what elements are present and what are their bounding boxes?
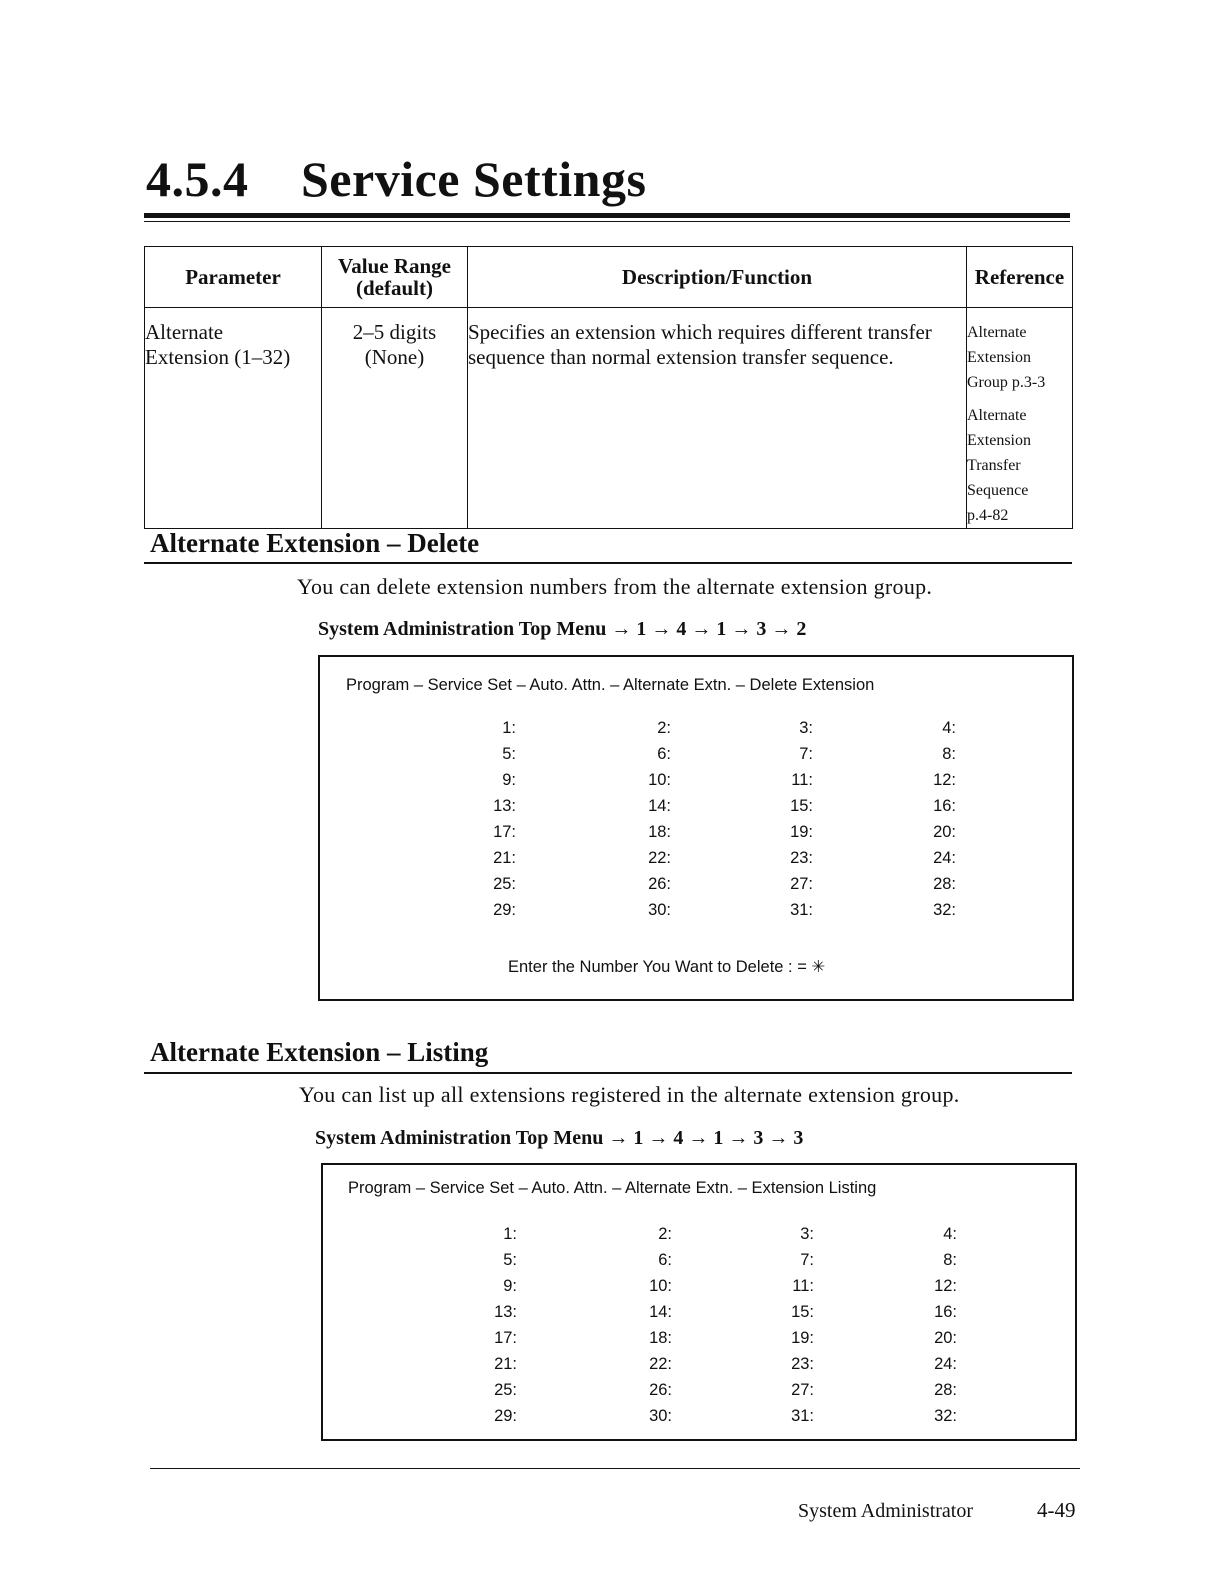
- extension-slot: 30:: [648, 901, 671, 919]
- extension-slot: 12:: [934, 1277, 957, 1295]
- extension-slot: 5:: [503, 1251, 517, 1269]
- title-rule-thin: [144, 221, 1070, 222]
- extension-slot: 10:: [649, 1277, 672, 1295]
- value-range-default: (None): [364, 345, 425, 369]
- extension-slot: 27:: [790, 875, 813, 893]
- grid-row: [480, 849, 956, 875]
- header-value-range: [322, 247, 468, 308]
- extension-slot: 6:: [658, 1251, 672, 1269]
- extension-slot: 32:: [934, 1407, 957, 1425]
- parameter-name-line2: Extension (1–32): [145, 345, 291, 369]
- table-row: [145, 308, 1073, 529]
- extension-slot: 19:: [790, 823, 813, 841]
- delete-prompt: Enter the Number You Want to Delete : = ✳: [508, 958, 826, 976]
- extension-slot: 17:: [493, 823, 516, 841]
- delete-screen-title: Program – Service Set – Auto. Attn. – Alternate Extn. – Delete Extension: [346, 676, 875, 694]
- reference-line: Sequence: [967, 482, 1029, 499]
- extension-slot: 18:: [648, 823, 671, 841]
- extension-slot: 20:: [934, 1329, 957, 1347]
- extension-slot: 7:: [800, 1251, 814, 1269]
- parameter-cell: [145, 308, 322, 529]
- parameter-name-line1: Alternate: [145, 320, 224, 344]
- footer-page-number: 4-49: [1037, 1498, 1076, 1522]
- grid-row: [481, 1407, 957, 1433]
- extension-slot: 10:: [648, 771, 671, 789]
- extension-slot: 1:: [502, 719, 516, 737]
- section-number: 4.5.4: [146, 151, 249, 207]
- listing-screen-title: Program – Service Set – Auto. Attn. – Alternate Extn. – Extension Listing: [348, 1179, 877, 1197]
- extension-slot: 6:: [657, 745, 671, 763]
- delete-section-heading: Alternate Extension – Delete: [150, 528, 480, 558]
- extension-slot: 17:: [494, 1329, 517, 1347]
- delete-section-intro: You can delete extension numbers from the alternate extension group.: [297, 574, 933, 599]
- extension-slot: 32:: [933, 901, 956, 919]
- delete-menu-path: System Administration Top Menu → 1 → 4 → 1 → 3 → 2: [318, 618, 807, 640]
- grid-row: [480, 771, 956, 797]
- delete-extension-grid: [480, 719, 956, 927]
- extension-slot: 28:: [934, 1381, 957, 1399]
- extension-slot: 25:: [494, 1381, 517, 1399]
- extension-slot: 16:: [934, 1303, 957, 1321]
- extension-slot: 30:: [649, 1407, 672, 1425]
- grid-row: [481, 1225, 957, 1251]
- grid-row: [480, 719, 956, 745]
- grid-row: [480, 901, 956, 927]
- extension-slot: 29:: [494, 1407, 517, 1425]
- extension-slot: 24:: [934, 1355, 957, 1373]
- extension-slot: 14:: [648, 797, 671, 815]
- grid-row: [480, 875, 956, 901]
- header-description: Description/Function: [468, 247, 967, 308]
- reference-line: Transfer: [967, 457, 1021, 474]
- reference-line: Alternate: [967, 324, 1027, 341]
- grid-row: [481, 1251, 957, 1277]
- grid-row: [481, 1303, 957, 1329]
- grid-row: [480, 797, 956, 823]
- extension-slot: 12:: [933, 771, 956, 789]
- extension-slot: 16:: [933, 797, 956, 815]
- grid-row: [480, 745, 956, 771]
- parameter-table: [144, 246, 1073, 529]
- extension-slot: 26:: [649, 1381, 672, 1399]
- extension-slot: 3:: [799, 719, 813, 737]
- delete-section-rule: [144, 562, 1072, 564]
- extension-slot: 23:: [790, 849, 813, 867]
- page-title: [146, 150, 646, 208]
- delete-screen: [318, 655, 1074, 1001]
- extension-slot: 18:: [649, 1329, 672, 1347]
- footer-section-name: System Administrator: [798, 1500, 973, 1522]
- extension-slot: 5:: [502, 745, 516, 763]
- reference-cell: [967, 308, 1073, 529]
- extension-slot: 28:: [933, 875, 956, 893]
- reference-line: p.4-82: [967, 507, 1009, 524]
- extension-slot: 4:: [942, 719, 956, 737]
- reference-line: Extension: [967, 432, 1031, 449]
- reference-line: Extension: [967, 349, 1031, 366]
- description-cell: Specifies an extension which requires different transfer sequence than normal extension transfer sequence.: [468, 308, 967, 529]
- listing-extension-grid: [481, 1225, 957, 1433]
- extension-slot: 7:: [799, 745, 813, 763]
- listing-screen: [321, 1163, 1077, 1441]
- extension-slot: 11:: [792, 1277, 814, 1295]
- extension-slot: 25:: [493, 875, 516, 893]
- header-value-range-default: (default): [356, 276, 433, 300]
- extension-slot: 3:: [800, 1225, 814, 1243]
- reference-group: [967, 320, 1072, 395]
- grid-row: [481, 1381, 957, 1407]
- listing-section-rule: [144, 1072, 1072, 1074]
- extension-slot: 2:: [658, 1225, 672, 1243]
- header-value-range-label: Value Range: [338, 254, 451, 278]
- table-header-row: [145, 247, 1073, 308]
- extension-slot: 9:: [502, 771, 516, 789]
- grid-row: [481, 1277, 957, 1303]
- extension-slot: 20:: [933, 823, 956, 841]
- listing-menu-path: System Administration Top Menu → 1 → 4 → 1 → 3 → 3: [315, 1127, 804, 1149]
- extension-slot: 22:: [648, 849, 671, 867]
- listing-section-intro: You can list up all extensions registered in the alternate extension group.: [299, 1082, 960, 1107]
- grid-row: [480, 823, 956, 849]
- extension-slot: 22:: [649, 1355, 672, 1373]
- reference-transfer-sequence: [967, 403, 1072, 528]
- grid-row: [481, 1329, 957, 1355]
- extension-slot: 9:: [503, 1277, 517, 1295]
- extension-slot: 8:: [942, 745, 956, 763]
- extension-slot: 19:: [791, 1329, 814, 1347]
- listing-section-heading: Alternate Extension – Listing: [150, 1037, 489, 1067]
- extension-slot: 15:: [791, 1303, 814, 1321]
- extension-slot: 11:: [791, 771, 813, 789]
- reference-line: Group p.3-3: [967, 374, 1046, 391]
- header-parameter: Parameter: [145, 247, 322, 308]
- extension-slot: 13:: [493, 797, 516, 815]
- extension-slot: 14:: [649, 1303, 672, 1321]
- footer-rule: [150, 1468, 1080, 1469]
- extension-slot: 21:: [494, 1355, 517, 1373]
- extension-slot: 13:: [494, 1303, 517, 1321]
- reference-line: Alternate: [967, 407, 1027, 424]
- extension-slot: 24:: [933, 849, 956, 867]
- extension-slot: 27:: [791, 1381, 814, 1399]
- extension-slot: 26:: [648, 875, 671, 893]
- extension-slot: 1:: [503, 1225, 517, 1243]
- extension-slot: 31:: [790, 901, 813, 919]
- extension-slot: 8:: [943, 1251, 957, 1269]
- header-reference: Reference: [967, 247, 1073, 308]
- section-title: Service Settings: [301, 151, 647, 207]
- grid-row: [481, 1355, 957, 1381]
- extension-slot: 23:: [791, 1355, 814, 1373]
- title-rule: [144, 213, 1070, 218]
- extension-slot: 2:: [657, 719, 671, 737]
- value-range-digits: 2–5 digits: [352, 320, 437, 344]
- extension-slot: 29:: [493, 901, 516, 919]
- extension-slot: 15:: [790, 797, 813, 815]
- extension-slot: 21:: [493, 849, 516, 867]
- extension-slot: 4:: [943, 1225, 957, 1243]
- value-range-cell: [322, 308, 468, 529]
- extension-slot: 31:: [791, 1407, 814, 1425]
